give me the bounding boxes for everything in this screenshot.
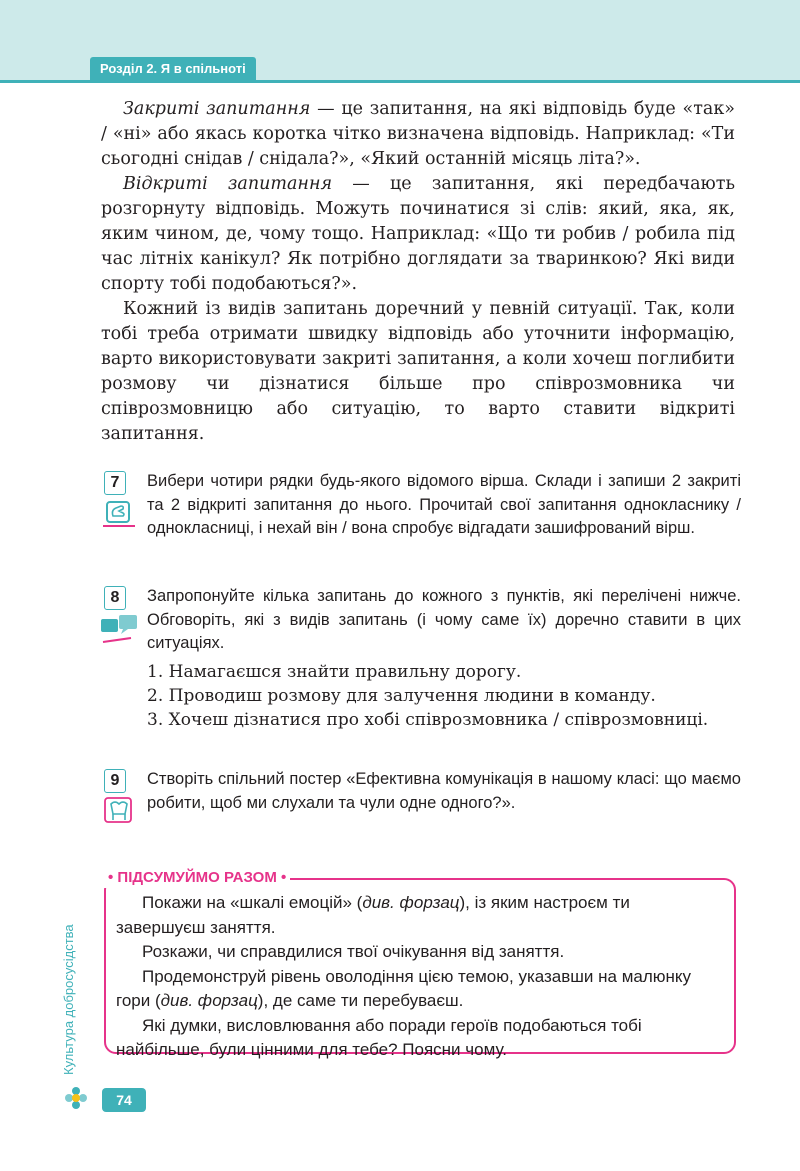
- task-text: Створіть спільний постер «Ефективна комунікація в нашому класі: що маємо робити, щоб ми слухали та чули одне одного?».: [147, 770, 741, 812]
- summary-ref: див. форзац: [160, 991, 258, 1010]
- summary-title-text: ПІДСУМУЙМО РАЗОМ: [117, 869, 277, 886]
- closed-term: Закриті запитання: [123, 99, 311, 119]
- closed-definition: — це запитання, на які відповідь буде «так» / «ні» або якась коротка чітко визначена відповідь. Наприклад: «Ти сьогодні снідав / снідала?», «Який останній місяць літа?».: [101, 99, 735, 169]
- list-item: 3. Хочеш дізнатися про хобі співрозмовника / співрозмовниці.: [147, 709, 709, 730]
- task-7: [101, 470, 741, 541]
- task-number: 7: [104, 471, 126, 495]
- situation-list: [147, 660, 741, 732]
- page-number: 74: [102, 1088, 146, 1112]
- summary-text-part: Продемонструй рівень оволодіння цією темою, указавши на малюнку гори (: [116, 966, 692, 1010]
- hand-writing-icon: [101, 498, 137, 528]
- flower-icon: [64, 1086, 88, 1110]
- task-text: Запропонуйте кілька запитань до кожного з пунктів, які перелічені нижче. Обговоріть, які з видів запитань (і чому саме їх) доречно ставити в цих ситуаціях.: [147, 587, 741, 652]
- usage-paragraph: Кожний із видів запитань доречний у певній ситуації. Так, коли тобі треба отримати швидку відповідь або уточнити інформацію, варто використовувати закриті запитання, а коли хочеш поглибити розмову чи дізнатися більше про співрозмовника чи співрозмовницю або ситуацію, то варто ставити відкриті запитання.: [101, 299, 735, 444]
- hands-together-icon: [101, 796, 137, 826]
- summary-text-part: ), із яким настроєм ти завершуєш заняття.: [116, 893, 630, 937]
- summary-paragraph: Розкажи, чи справдилися твої очікування від заняття.: [142, 942, 565, 961]
- task-8: [101, 585, 741, 732]
- section-label: Розділ 2. Я в спільноті: [90, 57, 256, 81]
- summary-text: [116, 891, 718, 1063]
- open-term: Відкриті запитання: [123, 174, 333, 194]
- side-section-label: Культура добросусідства: [61, 924, 76, 1075]
- task-number: 9: [104, 769, 126, 793]
- list-item: 1. Намагаєшся знайти правильну дорогу.: [147, 661, 522, 682]
- summary-title: • ПІДСУМУЙМО РАЗОМ •: [104, 868, 290, 888]
- summary-text-part: ), де саме ти перебуваєш.: [257, 991, 464, 1010]
- summary-ref: див. форзац: [362, 893, 460, 912]
- closed-questions-paragraph: [101, 97, 735, 172]
- summary-paragraph: [116, 965, 718, 1014]
- summary-paragraph: [116, 891, 718, 940]
- list-item: 2. Проводиш розмову для залучення людини в команду.: [147, 685, 656, 706]
- summary-text-part: Покажи на «шкалі емоцій» (: [142, 893, 363, 912]
- open-questions-paragraph: [101, 172, 735, 297]
- intro-text: [101, 97, 735, 447]
- summary-paragraph: Які думки, висловлювання або поради героїв подобаються тобі найбільше, були цінними для тебе? Поясни чому.: [116, 1015, 642, 1059]
- speech-bubbles-icon: [101, 613, 137, 643]
- open-definition: — це запитання, які передбачають розгорнуту відповідь. Можуть починатися зі слів: який, яка, як, яким чином, де, чому тощо. Наприклад: «Що ти робив / робила під час літніх канікул? Як потрібно доглядати за тваринкою? Які види спорту тобі подобаються?».: [101, 174, 735, 294]
- task-9: [101, 768, 741, 815]
- task-text: Вибери чотири рядки будь-якого відомого вірша. Склади і запиши 2 закриті та 2 відкриті запитання до нього. Прочитай свої запитання однокласнику / однокласниці, і нехай він / вона спробує відгадати зашифрований вірш.: [147, 472, 741, 537]
- task-number: 8: [104, 586, 126, 610]
